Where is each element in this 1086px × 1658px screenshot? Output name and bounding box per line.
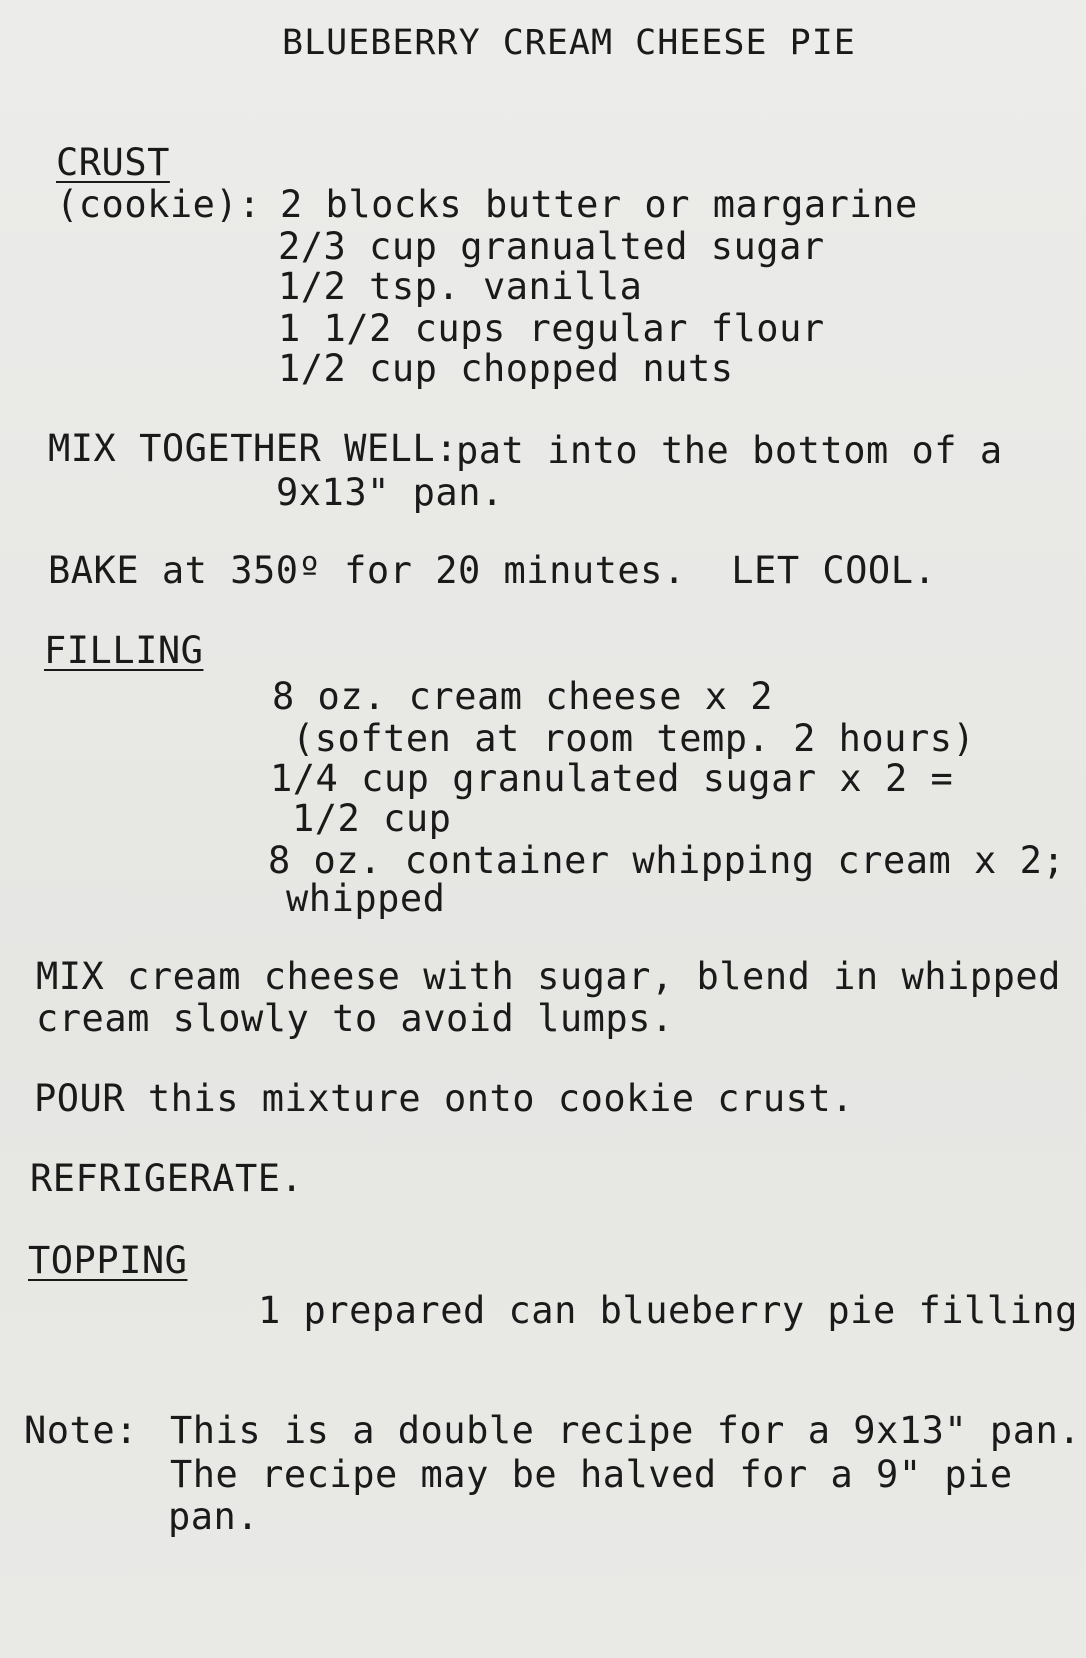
filling-mix-text: cream slowly to avoid lumps. bbox=[36, 997, 674, 1040]
note-line: This is a double recipe for a 9x13" pan. bbox=[170, 1409, 1082, 1452]
note-label: Note: bbox=[24, 1409, 138, 1452]
note-line: pan. bbox=[168, 1495, 260, 1538]
crust-mix-label: MIX TOGETHER WELL: bbox=[48, 427, 458, 470]
crust-mix-text: 9x13" pan. bbox=[276, 471, 504, 514]
recipe-title: BLUEBERRY CREAM CHEESE PIE bbox=[282, 23, 856, 63]
filling-pour-text: POUR this mixture onto cookie crust. bbox=[34, 1077, 854, 1120]
crust-ingredient: 2 blocks butter or margarine bbox=[280, 183, 918, 226]
filling-line: (soften at room temp. 2 hours) bbox=[292, 717, 976, 760]
filling-refrigerate-text: REFRIGERATE. bbox=[30, 1157, 304, 1200]
note-line: The recipe may be halved for a 9" pie bbox=[170, 1453, 1013, 1496]
filling-line: 1/4 cup granulated sugar x 2 = bbox=[270, 757, 954, 800]
topping-heading: TOPPING bbox=[28, 1239, 188, 1282]
crust-ingredient: 1/2 tsp. vanilla bbox=[278, 265, 643, 308]
filling-line: whipped bbox=[286, 877, 446, 920]
crust-bake-text: BAKE at 350º for 20 minutes. LET COOL. bbox=[48, 549, 937, 592]
filling-mix-text: MIX cream cheese with sugar, blend in whipped bbox=[36, 955, 1061, 998]
crust-heading: CRUST bbox=[56, 141, 170, 184]
crust-ingredient: 2/3 cup granualted sugar bbox=[278, 225, 825, 268]
crust-ingredient: 1 1/2 cups regular flour bbox=[278, 307, 825, 350]
filling-line: 8 oz. cream cheese x 2 bbox=[272, 675, 774, 718]
crust-ingredient: 1/2 cup chopped nuts bbox=[278, 347, 734, 390]
topping-line: 1 prepared can blueberry pie filling bbox=[258, 1289, 1078, 1332]
filling-line: 1/2 cup bbox=[292, 797, 452, 840]
crust-subheading: (cookie): bbox=[56, 183, 261, 226]
crust-mix-text: pat into the bottom of a bbox=[456, 429, 1003, 472]
filling-line: 8 oz. container whipping cream x 2; bbox=[268, 839, 1066, 882]
filling-heading: FILLING bbox=[44, 629, 204, 672]
